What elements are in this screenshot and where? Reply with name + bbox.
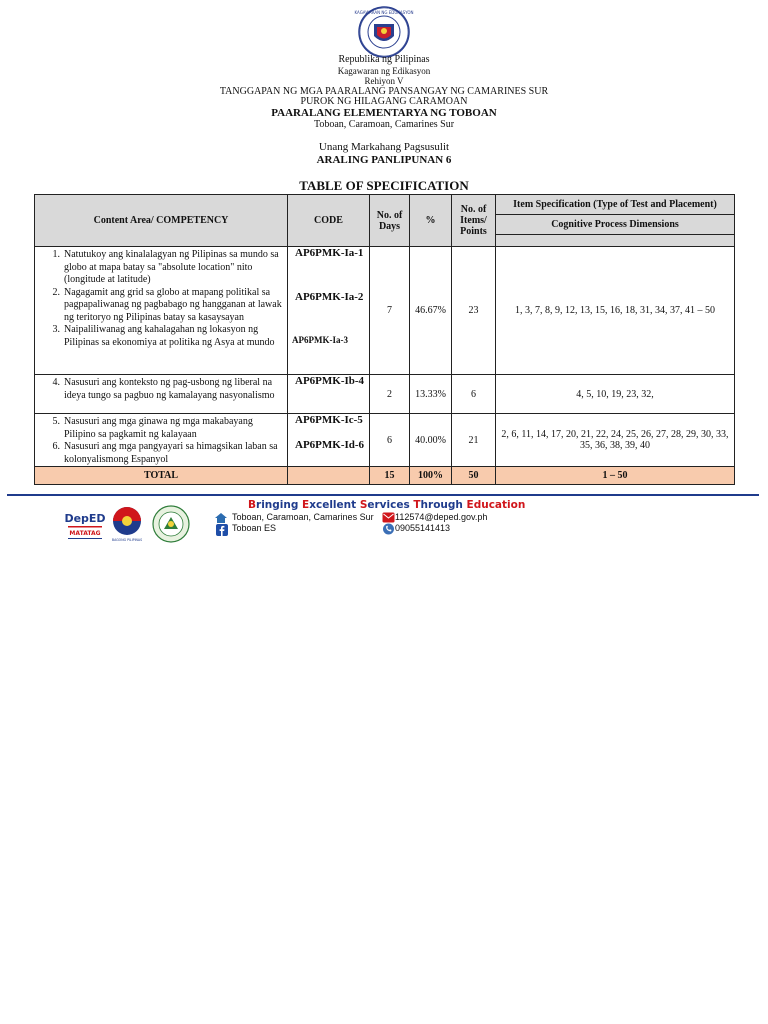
bagong-pilipinas-logo-icon: [110, 505, 144, 543]
footer-tagline: Bringing Excellent Services Through Education: [248, 499, 526, 511]
header-republic: Republika ng Pilipinas: [338, 54, 430, 65]
total-row: [35, 467, 735, 485]
header-items: No. of Items/ Points: [452, 195, 496, 247]
facebook-icon: [216, 524, 228, 536]
code-cell: [288, 247, 370, 375]
header-item-spec: Item Specification (Type of Test and Placement): [496, 195, 735, 215]
svg-text:DepED: DepED: [64, 512, 106, 525]
svg-text:MATATAG: MATATAG: [69, 530, 101, 537]
school-seal-icon: [152, 505, 190, 543]
code-cell: [288, 375, 370, 414]
competency-item: 3. Naipaliliwanag ang kahalagahan ng lokasyon ng Pilipinas sa ekonomiya at politika ng Asya at mundo: [52, 324, 275, 348]
header-division: TANGGAPAN NG MGA PAARALANG PANSANGAY NG CAMARINES SUR: [219, 86, 549, 97]
footer-divider: [7, 494, 759, 496]
competency-item: 5. Nasusuri ang mga ginawa ng mga makabayang Pilipino sa pagkamit ng kalayaan: [52, 416, 253, 440]
table-row: [35, 247, 735, 375]
competency-item: 6. Nasusuri ang mga pangyayari sa himagsikan laban sa kolonyalismong Espanyol: [52, 441, 278, 465]
placement-cell: 4, 5, 10, 19, 23, 32,: [496, 375, 735, 414]
header-cognitive: Cognitive Process Dimensions: [496, 215, 735, 235]
header-competency: Content Area/ COMPETENCY: [35, 195, 288, 247]
placement-cell: 1, 3, 7, 8, 9, 12, 13, 15, 16, 18, 31, 34, 37, 41 – 50: [496, 247, 735, 375]
table-title: TABLE OF SPECIFICATION: [299, 178, 469, 193]
competency-code: AP6PMK-Ia-1: [295, 247, 364, 259]
total-code-blank: [288, 467, 370, 485]
table-row: [35, 375, 735, 414]
header-code: CODE: [288, 195, 370, 247]
header-address: Toboan, Caramoan, Camarines Sur: [313, 119, 455, 130]
header-school: PAARALANG ELEMENTARYA NG TOBOAN: [271, 107, 497, 119]
header-blank-cell: [496, 235, 735, 247]
header-region: Rehiyon V: [364, 76, 404, 86]
competency-cell: [35, 247, 288, 375]
placement-cell: 2, 6, 11, 14, 17, 20, 21, 22, 24, 25, 26, 27, 28, 29, 30, 33, 35, 36, 38, 39, 40: [496, 414, 735, 467]
home-icon: [214, 512, 228, 524]
header-days: No. of Days: [370, 195, 410, 247]
footer-phone: 09055141413: [395, 523, 451, 533]
table-row: [35, 414, 735, 467]
email-icon: [382, 512, 395, 523]
days-cell: 7: [370, 247, 410, 375]
competency-code: AP6PMK-Id-6: [295, 439, 365, 451]
days-cell: 2: [370, 375, 410, 414]
footer-email[interactable]: 112574@deped.gov.ph: [395, 512, 488, 522]
deped-seal-icon: [354, 6, 414, 58]
total-percent: 100%: [410, 467, 452, 485]
competency-cell: [35, 414, 288, 467]
phone-icon: [382, 523, 395, 535]
items-cell: 23: [452, 247, 496, 375]
days-cell: 6: [370, 414, 410, 467]
percent-cell: 13.33%: [410, 375, 452, 414]
specification-table: [34, 194, 735, 485]
competency-code: AP6PMK-Ia-3: [292, 335, 348, 345]
percent-cell: 40.00%: [410, 414, 452, 467]
total-days: 15: [370, 467, 410, 485]
footer-address: Toboan, Caramoan, Camarines Sur: [232, 512, 374, 522]
svg-text:KAGAWARAN NG EDUKASYON: KAGAWARAN NG EDUKASYON: [354, 10, 414, 15]
competency-cell: [35, 375, 288, 414]
competency-code: AP6PMK-Ia-2: [295, 291, 364, 303]
header-department: Kagawaran ng Edikasyon: [337, 66, 431, 76]
total-items: 50: [452, 467, 496, 485]
total-label: TOTAL: [35, 467, 288, 485]
items-cell: 21: [452, 414, 496, 467]
svg-text:BAGONG PILIPINAS: BAGONG PILIPINAS: [111, 538, 143, 542]
footer-facebook[interactable]: Toboan ES: [232, 523, 277, 533]
subject-title: ARALING PANLIPUNAN 6: [316, 154, 452, 166]
total-placement: 1 – 50: [496, 467, 735, 485]
header-percent: %: [410, 195, 452, 247]
header-district: PUROK NG HILAGANG CARAMOAN: [300, 96, 468, 107]
deped-matatag-logo-icon: [64, 509, 106, 543]
competency-code: AP6PMK-Ic-5: [295, 414, 363, 426]
percent-cell: 46.67%: [410, 247, 452, 375]
code-cell: [288, 414, 370, 467]
competency-item: 4. Nasusuri ang konteksto ng pag-usbong ng liberal na ideya tungo sa pagbuo ng kamalayang nasyonalismo: [52, 377, 275, 401]
items-cell: 6: [452, 375, 496, 414]
competency-item: 1. Natutukoy ang kinalalagyan ng Pilipinas sa mundo sa globo at mapa batay sa "absolute location" nito (longitude at latitude): [52, 249, 279, 285]
exam-title: Unang Markahang Pagsusulit: [318, 141, 450, 153]
competency-code: AP6PMK-Ib-4: [295, 375, 365, 387]
competency-item: 2. Nagagamit ang grid sa globo at mapang politikal sa pagpapaliwanag ng pagbabago ng hangganan at lawak ng teritoryo ng Pilipinas batay sa kasaysayan: [52, 286, 282, 323]
